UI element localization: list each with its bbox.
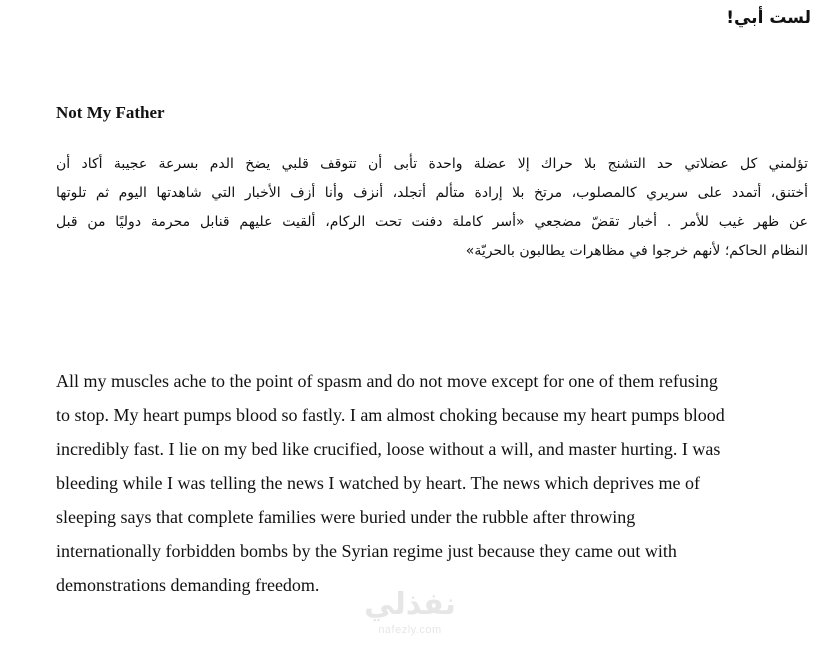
arabic-paragraph-line: أختنق، أتمدد على سريري كالمصلوب، مرتخ بلا إرادة متألم أتجلد، أنزف وأنا أزف الأخبار التي شاهدتها اليوم ثم تلوتها bbox=[56, 185, 808, 201]
english-title: Not My Father bbox=[56, 103, 165, 122]
english-paragraph-line: internationally forbidden bombs by the Syrian regime just because they came out with bbox=[56, 541, 677, 561]
arabic-paragraph-line: النظام الحاكم؛ لأنهم خرجوا في مظاهرات يطالبون بالحريّة» bbox=[465, 243, 808, 259]
nafezly-watermark bbox=[364, 586, 456, 642]
arabic-paragraph-line: عن ظهر غيب للأمر . أخبار تقضّ مضجعي «أسر كاملة دفنت تحت الركام، ألقيت عليهم قنابل محرمة دوليًا من قبل bbox=[56, 214, 808, 230]
arabic-paragraph-line: تؤلمني كل عضلاتي حد التشنج بلا حراك إلا عضلة واحدة تأبى أن تتوقف قلبي يضخ الدم بسرعة عجيبة أكاد أن bbox=[56, 156, 808, 172]
english-paragraph-line: bleeding while I was telling the news I watched by heart. The news which deprives me of bbox=[56, 473, 700, 493]
english-paragraph-line: All my muscles ache to the point of spasm and do not move except for one of them refusing bbox=[56, 371, 718, 391]
english-paragraph-line: demonstrations demanding freedom. bbox=[56, 575, 320, 595]
english-paragraph-line: incredibly fast. I lie on my bed like crucified, loose without a will, and master hurting. I was bbox=[56, 439, 721, 459]
watermark-logo-text: نفذلي bbox=[364, 587, 456, 622]
english-paragraph-line: sleeping says that complete families were buried under the rubble after throwing bbox=[56, 507, 636, 527]
english-paragraph bbox=[56, 369, 808, 607]
watermark-site-text: nafezly.com bbox=[378, 624, 442, 636]
english-paragraph-line: to stop. My heart pumps blood so fastly. I am almost choking because my heart pumps blood bbox=[56, 405, 725, 425]
arabic-title: لست أبي! bbox=[726, 8, 811, 28]
arabic-paragraph bbox=[56, 150, 808, 266]
